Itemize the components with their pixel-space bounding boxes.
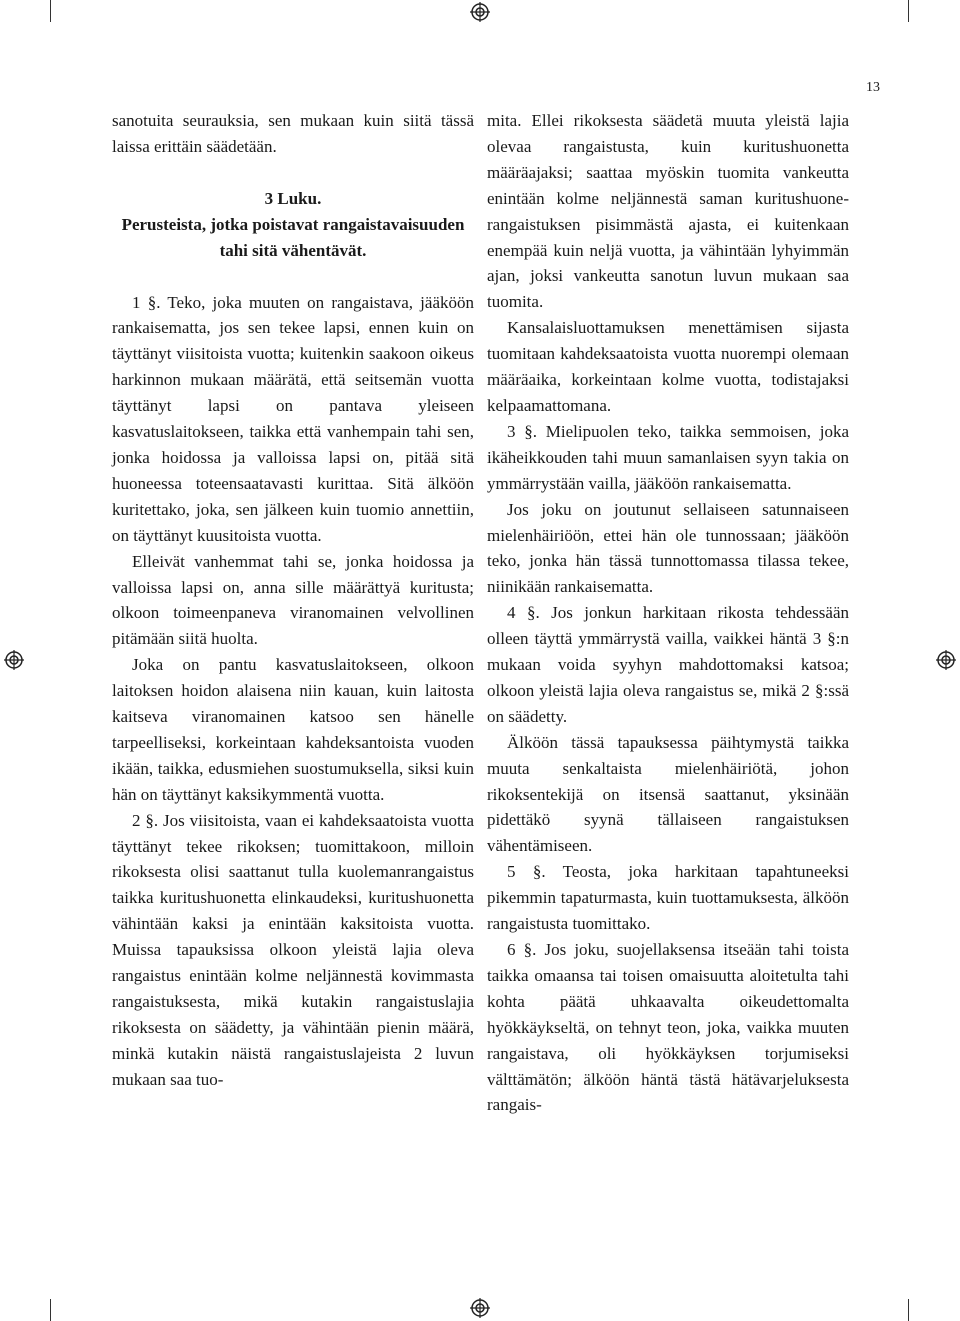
paragraph: 5 §. Teosta, joka harkitaan tapahtuneeksi pikemmin tapaturmasta, kuin tuottamuksesta, älköön rangaistusta tuomittako. <box>487 862 849 934</box>
paragraph: 4 §. Jos jonkun harkitaan rikosta tehdessään olleen täyttä ymmärrystä vailla, vaikkei häntä 3 §:n mukaan voida syyhyn mahdottomaksi katsoa; olkoon yleistä lajia oleva rangaistus se, mikä 2 §:ssä on säädetty. <box>487 603 849 726</box>
intro-paragraph: sanotuita seurauksia, sen mukaan kuin siitä tässä laissa erittäin säädetään. <box>112 111 474 156</box>
registration-mark-icon <box>470 1298 490 1318</box>
paragraph: 6 §. Jos joku, suojellaksensa itseään tahi toista taikka omaansa tai toisen omaisuutta aloitetulta tahi kohta päätä uhkaavalta oikeudettomalta hyökkäykseltä, on tehnyt teon, joka, vaikka muuten rangaistava, oli hyökkäyksen torjumiseksi välttämätön; älköön häntä tästä hätävarjeluksesta rangais- <box>487 940 849 1115</box>
paragraph: 1 §. Teko, joka muuten on rangaistava, jääköön rankaisematta, jos sen tekee lapsi, ennen kuin on täyttänyt viisitoista vuotta; kuitenkin saakoon oikeus harkinnon mukaan määrätä, että seitsemän vuotta täyttänyt lapsi on pantava yleiseen kasvatuslaitokseen, taikka että vanhempain tahi sen, jonka hoidossa ja valloissa lapsi on, pitää sitä huoneessa toteensaatavasti kurittaa. Sitä älköön kuritettako, joka, sen jälkeen kuin tuomio annettiin, on täyttänyt kuusitoista vuotta. <box>112 292 474 545</box>
page-number: 13 <box>866 80 880 95</box>
paragraph: Elleivät vanhemmat tahi se, jonka hoidossa ja valloissa lapsi on, anna sille määrättyä kuritusta; olkoon toimeenpaneva viranomainen velvollinen pitämään siitä huolta. <box>112 551 474 649</box>
registration-mark-icon <box>4 650 24 670</box>
crop-mark-bottom-right <box>908 1299 909 1321</box>
crop-mark-top-right <box>908 0 909 22</box>
continuation-paragraph: mita. Ellei rikoksesta säädetä muuta yleistä lajia olevaa rangaistusta, kuin kuritushuonetta määräajaksi; saattaa myöskin tuomita vankeutta enintään kolme neljännestä saman kuritushuone-rangaistuksen pisimmästä ajasta, ei kuitenkaan enempää kuin neljä vuotta, ja vähintään lyhyimmän ajan, joksi vankeutta sanotun luvun mukaan saa tuomita. <box>487 111 849 312</box>
paragraph: Älköön tässä tapauksessa päihtymystä taikka muuta senkaltaista mielenhäiriötä, johon rikoksentekijä on itsensä saattanut, yksinään pidettäkö syynä tällaiseen rangaistuksen vähentämiseen. <box>487 732 849 856</box>
paragraph: 3 §. Mielipuolen teko, taikka semmoisen, joka ikäheikkouden tahi muun samanlaisen syyn takia on ymmärrystään vailla, jääköön rankaisematta. <box>487 421 849 493</box>
paragraph: Jos joku on joutunut sellaiseen satunnaiseen mielenhäiriöön, ettei hän ole tunnossaan; jääköön teko, jonka hän tässä tunnottomassa tilassa tekee, niinikään rankaisematta. <box>487 499 849 597</box>
paragraph: Joka on pantu kasvatuslaitokseen, olkoon laitoksen hoidon alaisena niin kauan, kuin laitosta kaitseva viranomainen katsoo sen hänelle tarpeelliseksi, korkeintaan kahdeksantoista vuoden ikään, taikka, edusmiehen suostumuksella, siksi kuin hän on täyttänyt kaksikymmentä vuotta. <box>112 655 474 804</box>
right-column <box>487 108 849 1118</box>
crop-mark-bottom-left <box>50 1299 51 1321</box>
chapter-heading <box>112 186 474 264</box>
chapter-title: Perusteista, jotka poistavat rangaistavaisuuden tahi sitä vähentävät. <box>121 214 465 260</box>
paragraph: 2 §. Jos viisitoista, vaan ei kahdeksaatoista vuotta täyttänyt tekee rikoksen; tuomittakoon, milloin rikoksesta olisi saattanut tulla kuolemanrangaistus taikka kuritushuonetta elinkaudeksi, kuritushuonetta vähintään kaksi ja enintään kaksitoista vuotta. Muissa tapauksissa olkoon yleistä lajia oleva rangaistus enintään kolme neljännestä kovimmasta rangaistuksesta, mikä kutakin rangaistuslajia rikoksesta on säädetty, ja vähintään pienin määrä, minkä kutakin näistä rangaistuslajeista 2 luvun mukaan saa tuo- <box>112 810 474 1089</box>
crop-mark-top-left <box>50 0 51 22</box>
registration-mark-icon <box>936 650 956 670</box>
registration-mark-icon <box>470 2 490 22</box>
paragraph: Kansalaisluottamuksen menettämisen sijasta tuomitaan kahdeksaatoista vuotta nuorempi olemaan määräaika, korkeintaan kolme vuotta, todistajaksi kelpaamattomana. <box>487 318 849 415</box>
left-column <box>112 108 474 1093</box>
chapter-label: 3 Luku. <box>264 188 322 208</box>
